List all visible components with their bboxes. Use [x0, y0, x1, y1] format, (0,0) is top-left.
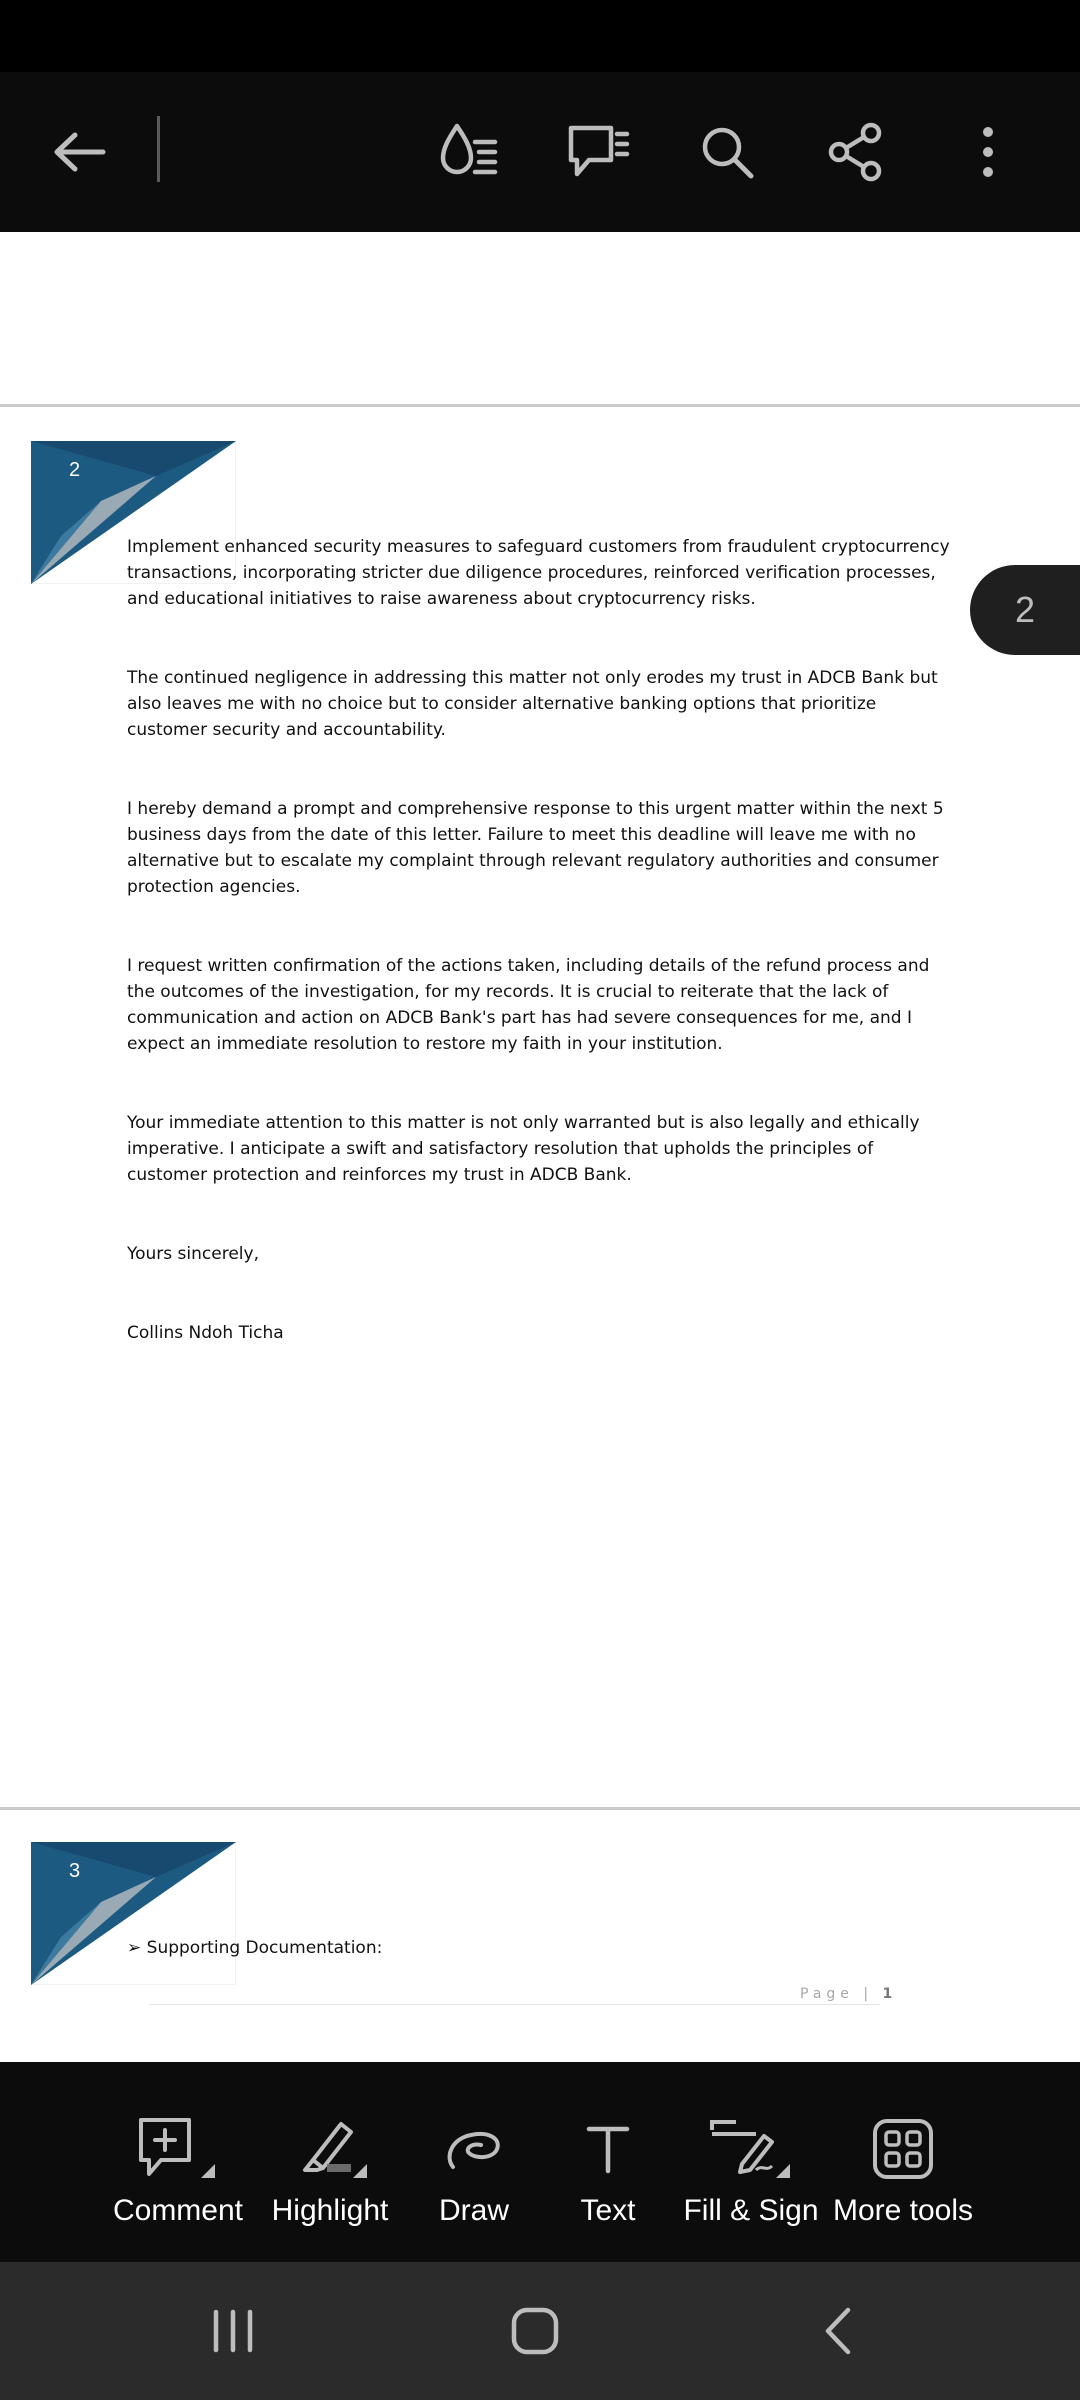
banner-graphic	[31, 1842, 236, 1985]
recents-icon	[208, 2306, 258, 2356]
paragraph: I request written confirmation of the actions taken, including details of the refund process and the outcomes of the investigation, for my records. It is crucial to reiterate that the lack of communication and action on ADCB Bank's part has had severe consequences for me, and I expect an immediate resolution to restore my faith in your institution.	[127, 956, 930, 1054]
signature-name: Collins Ndoh Ticha	[127, 1323, 284, 1343]
tool-label: More tools	[832, 2194, 974, 2227]
page-footer-word: Page	[800, 1986, 854, 2002]
page-header-banner	[31, 1842, 236, 1985]
reading-mode-icon	[435, 120, 505, 184]
footer-rule	[150, 2004, 880, 2005]
page-number-label: 2	[69, 459, 81, 481]
fill-sign-icon	[706, 2116, 796, 2182]
system-nav-bar	[0, 2262, 1080, 2400]
back-icon	[818, 2306, 858, 2356]
letter-body	[127, 534, 957, 1399]
current-page-badge[interactable]: 2	[970, 565, 1080, 655]
more-tools-button[interactable]	[828, 2062, 978, 2262]
tool-label: Draw	[438, 2194, 509, 2227]
comments-icon	[565, 122, 631, 182]
page-separator	[0, 1807, 1080, 1810]
more-options-button[interactable]	[933, 72, 1043, 232]
tool-label: Highlight	[271, 2194, 389, 2227]
home-button[interactable]	[455, 2262, 615, 2400]
supporting-documentation-heading: ➢ Supporting Documentation:	[127, 1938, 383, 1958]
more-tools-icon	[871, 2117, 935, 2181]
fill-sign-tool-button[interactable]	[676, 2062, 826, 2262]
tool-label: Fill & Sign	[683, 2194, 819, 2227]
share-icon	[825, 121, 887, 183]
status-bar	[0, 0, 1080, 72]
draw-icon	[441, 2121, 507, 2177]
highlighter-icon	[287, 2116, 373, 2182]
page-separator	[0, 404, 1080, 407]
system-back-button[interactable]	[758, 2262, 918, 2400]
recents-button[interactable]	[153, 2262, 313, 2400]
highlight-tool-button[interactable]	[262, 2062, 398, 2262]
paragraph: I hereby demand a prompt and comprehensive response to this urgent matter within the next 5 business days from the date of this letter. Failure to meet this deadline will leave me with no alternative but to escalate my complaint through relevant regulatory authorities and consumer protection agencies.	[127, 799, 944, 897]
home-icon	[510, 2306, 560, 2356]
text-tool-button[interactable]	[548, 2062, 668, 2262]
page-footer	[800, 1986, 893, 2002]
paragraph: The continued negligence in addressing this matter not only erodes my trust in ADCB Bank but also leaves me with no choice but to consider alternative banking options that prioritize customer security and accountability.	[127, 668, 938, 740]
tool-label: Comment	[112, 2194, 244, 2227]
paragraph: Your immediate attention to this matter is not only warranted but is also legally and ethically imperative. I anticipate a swift and satisfactory resolution that upholds the principles of customer protection and reinforces my trust in ADCB Bank.	[127, 1113, 920, 1185]
bottom-toolbar	[0, 2062, 1080, 2262]
toolbar-divider	[157, 116, 160, 182]
search-icon	[697, 122, 757, 182]
closing: Yours sincerely,	[127, 1244, 259, 1264]
comment-add-icon	[135, 2116, 221, 2182]
share-button[interactable]	[801, 72, 911, 232]
search-button[interactable]	[672, 72, 782, 232]
back-arrow-icon	[49, 127, 109, 177]
draw-tool-button[interactable]	[414, 2062, 534, 2262]
document-viewer[interactable]	[0, 232, 1080, 2062]
comment-tool-button[interactable]	[110, 2062, 246, 2262]
reading-mode-button[interactable]	[415, 72, 525, 232]
top-toolbar	[0, 72, 1080, 232]
text-icon	[583, 2121, 633, 2177]
paragraph: Implement enhanced security measures to safeguard customers from fraudulent cryptocurrency transactions, incorporating stricter due diligence procedures, reinforced verification processes, and educational initiatives to raise awareness about cryptocurrency risks.	[127, 537, 950, 609]
page-footer-number: 1	[882, 1986, 894, 2002]
tool-label: Text	[580, 2194, 636, 2227]
page-footer-separator: |	[853, 1986, 883, 2002]
more-vert-icon	[978, 125, 998, 179]
back-button[interactable]	[24, 72, 134, 232]
comments-button[interactable]	[543, 72, 653, 232]
page-number-label: 3	[69, 1860, 81, 1882]
